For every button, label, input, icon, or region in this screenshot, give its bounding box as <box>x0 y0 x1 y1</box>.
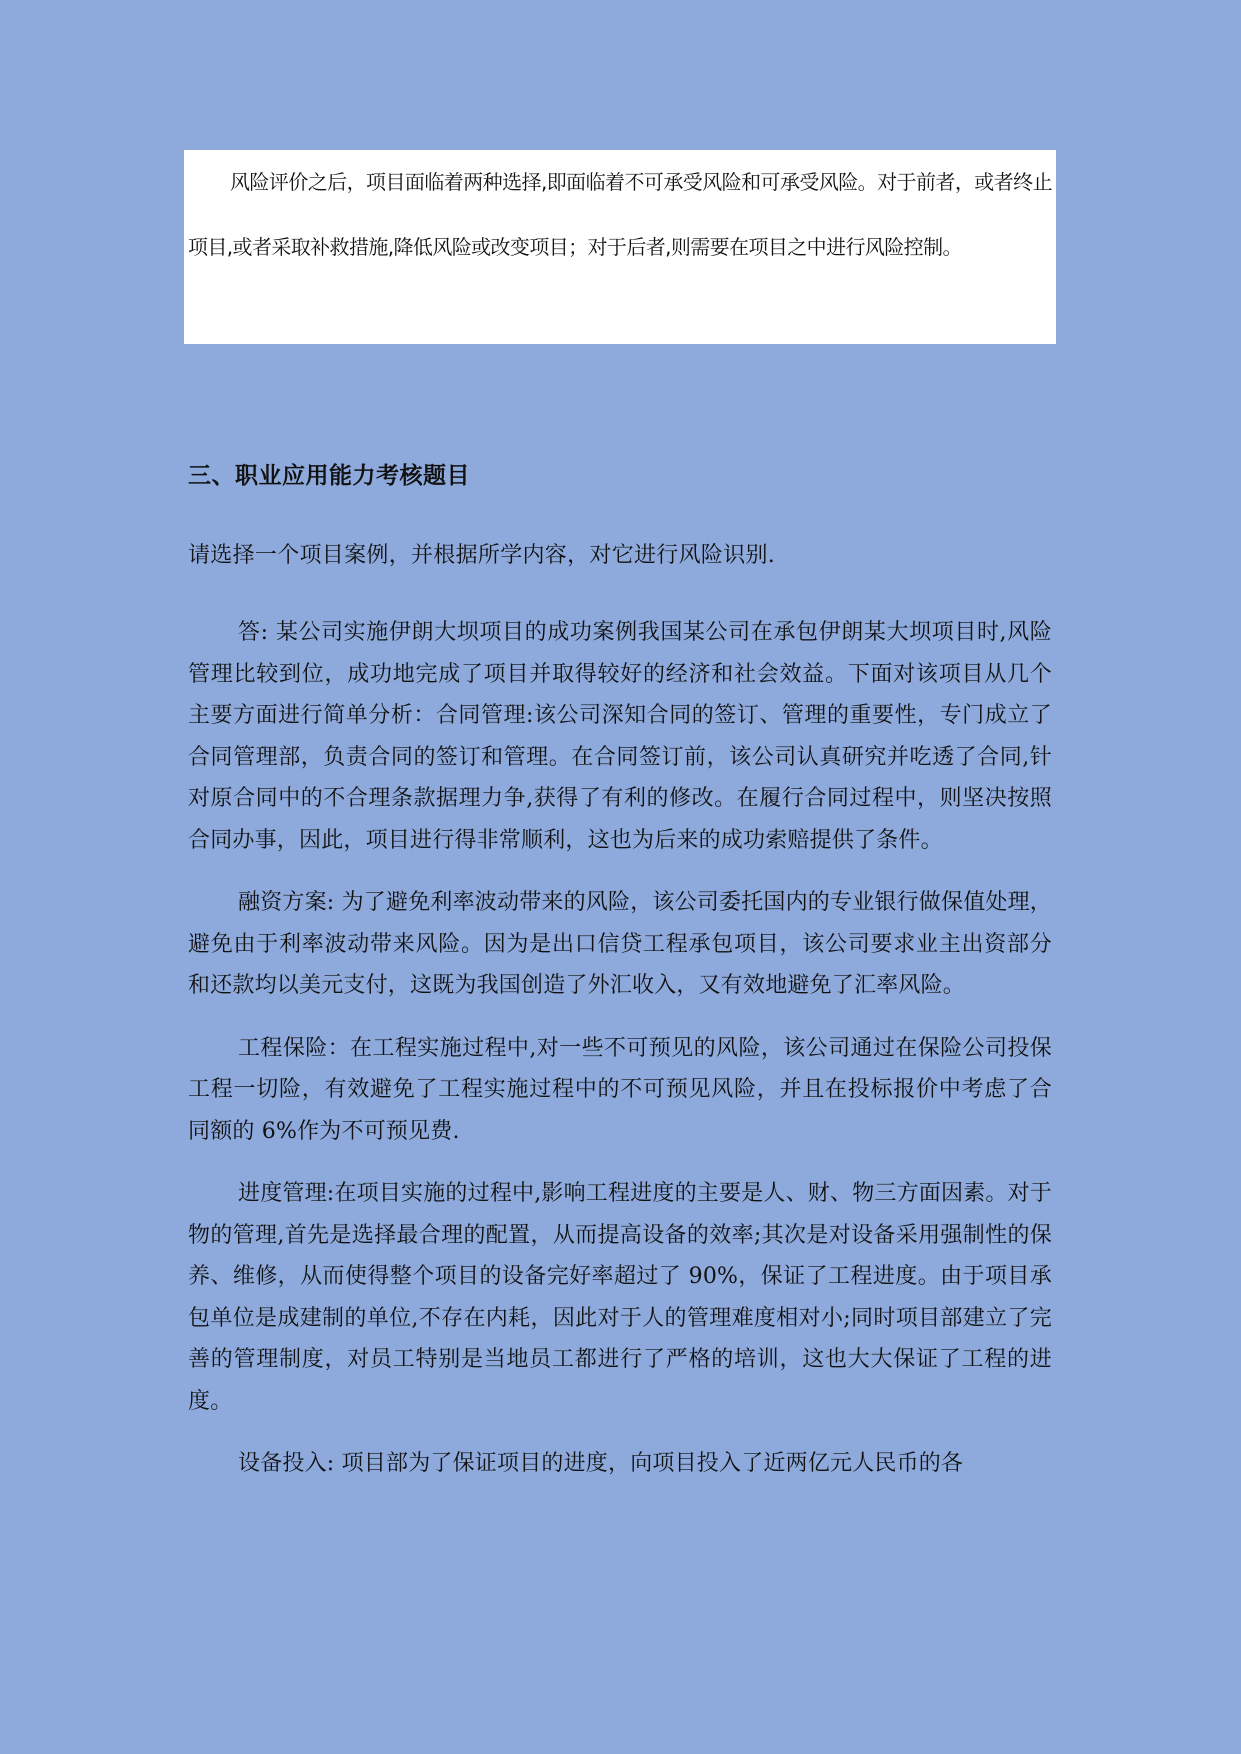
answer-body <box>188 612 1052 1506</box>
answer-paragraph-contract: 答: 某公司实施伊朗大坝项目的成功案例我国某公司在承包伊朗某大坝项目时,风险管理比较到位，成功地完成了项目并取得较好的经济和社会效益。下面对该项目从几个主要方面进行简单分析：合同管理:该公司深知合同的签订、管理的重要性，专门成立了合同管理部，负责合同的签订和管理。在合同签订前，该公司认真研究并吃透了合同,针对原合同中的不合理条款据理力争,获得了有利的修改。在履行合同过程中，则坚决按照合同办事，因此，项目进行得非常顺利，这也为后来的成功索赔提供了条件。 <box>188 620 1052 853</box>
answer-paragraph-equipment: 设备投入: 项目部为了保证项目的进度，向项目投入了近两亿元人民币的各 <box>238 1451 964 1476</box>
answer-paragraph-insurance: 工程保险：在工程实施过程中,对一些不可预见的风险，该公司通过在保险公司投保工程一切险，有效避免了工程实施过程中的不可预见风险，并且在投标报价中考虑了合同额的 6%作为不可预见费. <box>188 1035 1052 1144</box>
answer-paragraph-financing: 融资方案: 为了避免利率波动带来的风险，该公司委托国内的专业银行做保值处理，避免由于利率波动带来风险。因为是出口信贷工程承包项目，该公司要求业主出资部分和还款均以美元支付，这既为我国创造了外汇收入，又有效地避免了汇率风险。 <box>188 890 1053 998</box>
section-heading: 三、职业应用能力考核题目 <box>188 462 470 489</box>
question-text: 请选择一个项目案例，并根据所学内容，对它进行风险识别. <box>188 543 776 568</box>
box-paragraph: 风险评价之后，项目面临着两种选择,即面临着不可承受风险和可承受风险。对于前者，或者终止项目,或者采取补救措施,降低风险或改变项目；对于后者,则需要在项目之中进行风险控制。 <box>188 170 1052 259</box>
answer-paragraph-schedule: 进度管理:在项目实施的过程中,影响工程进度的主要是人、财、物三方面因素。对于物的管理,首先是选择最合理的配置，从而提高设备的效率;其次是对设备采用强制性的保养、维修，从而使得整个项目的设备完好率超过了 90%，保证了工程进度。由于项目承包单位是成建制的单位,不存在内耗，因此对于人的管理难度相对小;同时项目部建立了完善的管理制度，对员工特别是当地员工都进行了严格的培训，这也大大保证了工程的进度。 <box>188 1181 1053 1414</box>
highlighted-text-box <box>184 150 1056 344</box>
